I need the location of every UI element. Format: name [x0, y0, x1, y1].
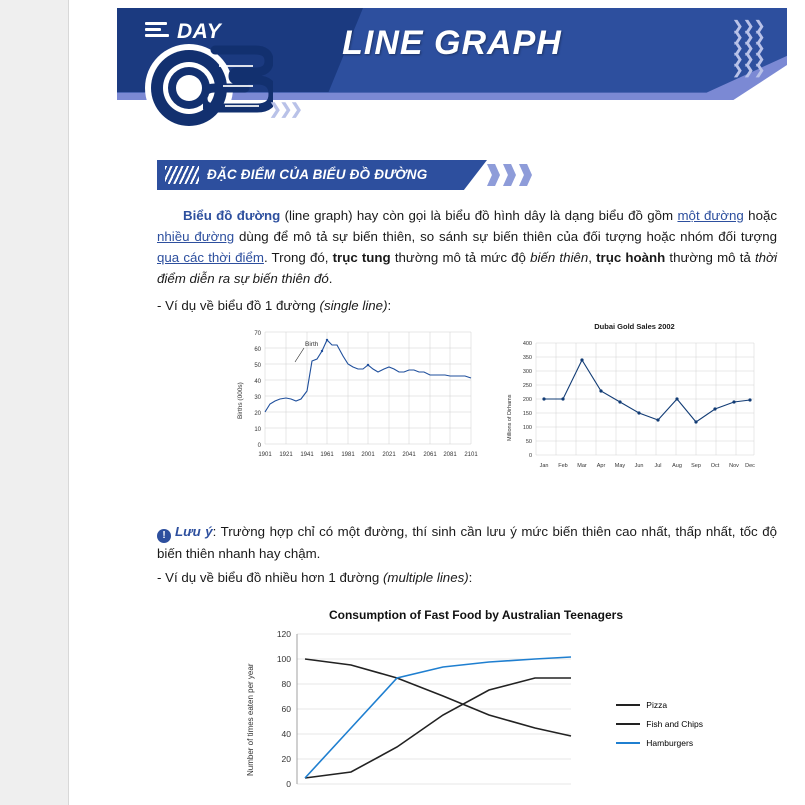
note-text: : Trường hợp chỉ có một đường, thí sinh cần lưu ý mức biến thiên cao nhất, thấp nhất, tốc độ biến thiên nhanh hay chậm.: [157, 524, 777, 562]
svg-text:10: 10: [254, 427, 261, 433]
svg-text:Dec: Dec: [745, 463, 755, 469]
example-1-caption: [157, 298, 777, 313]
svg-text:0: 0: [257, 443, 261, 449]
svg-text:May: May: [614, 463, 626, 469]
legend-swatch-pizza: [616, 704, 640, 706]
svg-text:1981: 1981: [341, 452, 355, 458]
svg-text:50: 50: [525, 439, 532, 445]
chevron-right-icon-left: ❯❯❯: [269, 101, 301, 118]
svg-text:0: 0: [286, 779, 291, 789]
note-label: Lưu ý: [175, 524, 213, 540]
day-label: DAY: [177, 20, 222, 43]
para-seg-g: . Trong đó,: [263, 250, 333, 265]
svg-text:Mar: Mar: [577, 463, 587, 469]
svg-text:Jun: Jun: [634, 463, 644, 469]
svg-text:40: 40: [281, 729, 291, 739]
legend-swatch-hamburgers: [616, 742, 640, 744]
svg-text:Birth: Birth: [305, 341, 319, 348]
example-1-colon: :: [387, 298, 392, 313]
svg-text:Jul: Jul: [654, 463, 662, 469]
charts-row-single-line: [157, 322, 777, 487]
svg-text:70: 70: [254, 331, 261, 337]
svg-text:2021: 2021: [382, 452, 396, 458]
legend-label-pizza: Pizza: [646, 700, 668, 710]
svg-text:2001: 2001: [361, 452, 375, 458]
svg-text:0: 0: [528, 453, 532, 459]
svg-text:50: 50: [254, 363, 261, 369]
example-2-text: - Ví dụ về biểu đồ nhiều hơn 1 đường: [157, 570, 383, 585]
svg-text:400: 400: [522, 341, 532, 347]
section-heading-text: ĐẶC ĐIỂM CỦA BIỂU ĐỒ ĐƯỜNG: [207, 167, 428, 182]
chart-dubai-gold-sales: [502, 322, 767, 482]
svg-text:Number of times eaten per year: Number of times eaten per year: [246, 663, 255, 776]
day-number-dot: [203, 106, 208, 111]
para-seg-b: một đường: [677, 208, 744, 223]
example-2-caption: [157, 570, 777, 585]
svg-text:100: 100: [522, 425, 532, 431]
para-seg-a: (line graph) hay còn gọi là biểu đồ hình dây là dạng biểu đồ gồm: [280, 208, 678, 223]
svg-text:Millions of Dirhams: Millions of Dirhams: [507, 394, 513, 441]
svg-text:20: 20: [254, 411, 261, 417]
svg-text:80: 80: [281, 679, 291, 689]
intro-paragraph: [157, 205, 777, 289]
svg-text:Aug: Aug: [672, 463, 682, 469]
para-seg-d: nhiều đường: [157, 229, 235, 244]
note-block: [157, 508, 777, 578]
svg-text:1961: 1961: [320, 452, 334, 458]
svg-text:2041: 2041: [402, 452, 416, 458]
example-1-italic: (single line): [319, 298, 388, 313]
para-seg-j: biến thiên: [530, 250, 589, 265]
svg-text:1941: 1941: [300, 452, 314, 458]
legend-label-hamburgers: Hamburgers: [646, 738, 694, 748]
svg-text:150: 150: [522, 411, 532, 417]
svg-text:2101: 2101: [464, 452, 478, 458]
legend-item-fish-and-chips: [616, 719, 703, 729]
legend-item-pizza: [616, 700, 703, 710]
info-icon: !: [157, 529, 171, 543]
document-page: [68, 0, 805, 805]
page-title: LINE GRAPH: [342, 24, 562, 62]
para-seg-o: .: [328, 271, 333, 286]
svg-text:30: 30: [254, 395, 261, 401]
para-seg-k: ,: [588, 250, 597, 265]
svg-text:60: 60: [281, 704, 291, 714]
para-seg-l: trục hoành: [596, 250, 666, 265]
svg-text:40: 40: [254, 379, 261, 385]
chart-dubai-title: Dubai Gold Sales 2002: [594, 322, 675, 331]
chevron-right-icon-group: ❯❯❯ ❯❯❯ ❯❯❯ ❯❯❯ ❯❯❯: [732, 18, 765, 77]
para-seg-c: hoặc: [743, 208, 778, 223]
para-seg-i: thường mô tả mức độ: [390, 250, 531, 265]
svg-text:100: 100: [276, 654, 291, 664]
chart-legend: [616, 700, 703, 757]
stripes-icon: [165, 166, 199, 184]
term-line-graph: Biểu đồ đường: [183, 208, 281, 223]
example-1-text: - Ví dụ về biểu đồ 1 đường: [157, 298, 320, 313]
para-seg-m: thường mô tả: [665, 250, 755, 265]
svg-text:Feb: Feb: [558, 463, 568, 469]
svg-text:Apr: Apr: [596, 463, 606, 469]
svg-text:200: 200: [522, 397, 532, 403]
chevron-right-icon-section: [487, 164, 532, 186]
svg-text:350: 350: [522, 355, 532, 361]
legend-swatch-fish-and-chips: [616, 723, 640, 725]
svg-text:Sep: Sep: [691, 463, 701, 469]
svg-text:250: 250: [522, 383, 532, 389]
chart-fast-food-title: Consumption of Fast Food by Australian Teenagers: [328, 608, 624, 622]
para-seg-e: dùng để mô tả sự biến thiên, so sánh sự biến thiên của đối tượng hoặc nhóm đối tượng: [234, 229, 777, 244]
example-2-colon: :: [468, 570, 473, 585]
svg-text:Jan: Jan: [539, 463, 549, 469]
legend-item-hamburgers: [616, 738, 703, 748]
svg-text:Nov: Nov: [729, 463, 739, 469]
legend-label-fish-and-chips: Fish and Chips: [646, 719, 703, 729]
svg-text:2081: 2081: [443, 452, 457, 458]
svg-text:2061: 2061: [423, 452, 437, 458]
chart-fast-food-consumption: [241, 608, 711, 798]
example-2-italic: (multiple lines): [382, 570, 469, 585]
para-seg-n: thời điểm diễn ra sự biến thiên đó: [157, 250, 778, 286]
section-heading: [157, 160, 547, 190]
svg-text:20: 20: [281, 754, 291, 764]
chart-births: [233, 324, 483, 484]
svg-text:60: 60: [254, 347, 261, 353]
svg-text:1921: 1921: [279, 452, 293, 458]
svg-text:300: 300: [522, 369, 532, 375]
svg-text:1901: 1901: [258, 452, 272, 458]
page-banner: [117, 8, 787, 118]
svg-text:120: 120: [276, 629, 291, 639]
para-seg-f: qua các thời điểm: [157, 250, 264, 265]
para-seg-h: trục tung: [332, 250, 391, 265]
svg-text:Oct: Oct: [710, 463, 720, 469]
svg-text:Births (000s): Births (000s): [237, 382, 244, 419]
